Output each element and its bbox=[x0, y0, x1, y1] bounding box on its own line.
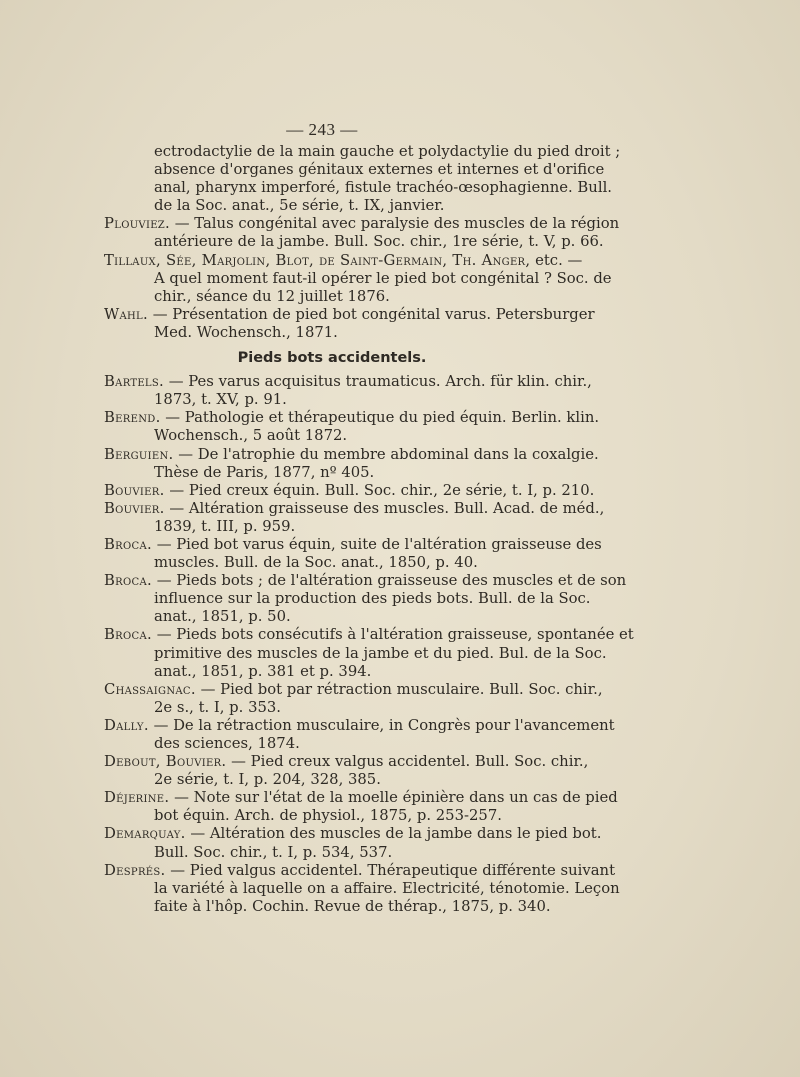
entry-text: Wochensch., 5 août 1872. bbox=[154, 427, 348, 445]
entry-first-line bbox=[104, 572, 627, 590]
entry-first-line bbox=[104, 680, 603, 699]
entries-accidental bbox=[104, 373, 634, 916]
entry-text: influence sur la production des pieds bots. Bull. de la Soc. bbox=[154, 590, 591, 608]
bibliography-entry bbox=[104, 626, 634, 680]
entries-congenital bbox=[104, 215, 620, 342]
author-name: Chassaignac. bbox=[104, 680, 196, 698]
entry-text: — Note sur l'état de la moelle épinière dans un cas de pied bbox=[174, 789, 618, 807]
section-heading: Pieds bots accidentels. bbox=[237, 350, 427, 367]
entry-text: — Pieds bots ; de l'altération graisseuse des muscles et de son bbox=[156, 572, 627, 590]
entry-line bbox=[104, 844, 540, 862]
entry-text: primitive des muscles de la jambe et du pied. Bul. de la Soc. bbox=[154, 644, 607, 662]
bibliography-entry bbox=[104, 445, 599, 482]
entry-line bbox=[104, 644, 607, 663]
entry-text: 1839, t. III, p. 959. bbox=[154, 517, 296, 535]
entry-first-line bbox=[104, 716, 615, 735]
entry-line bbox=[104, 771, 540, 789]
bibliography-entry bbox=[104, 861, 620, 916]
author-name: Bouvier. bbox=[104, 499, 165, 517]
entry-text: — Talus congénital avec paralysie des muscles de la région bbox=[174, 215, 620, 233]
author-name: Debout, Bouvier. bbox=[104, 753, 227, 771]
entry-line bbox=[104, 464, 540, 482]
entry-line bbox=[104, 288, 540, 306]
entry-first-line bbox=[104, 861, 616, 880]
author-name: Després. bbox=[104, 861, 166, 879]
bibliography-entry bbox=[104, 535, 602, 572]
entry-text: chir., séance du 12 juillet 1876. bbox=[154, 287, 390, 305]
entry-line bbox=[104, 427, 540, 445]
author-name: Wahl. bbox=[104, 305, 148, 323]
entry-text: — Pathologie et thérapeutique du pied équin. Berlin. klin. bbox=[165, 409, 600, 427]
entry-first-line bbox=[104, 445, 599, 464]
entry-line: absence d'organes génitaux externes et internes et d'orifice bbox=[154, 161, 605, 179]
entry-text: — Pes varus acquisitus traumaticus. Arch. für klin. chir., bbox=[168, 373, 592, 391]
entry-text: — Pieds bots consécutifs à l'altération graisseuse, spontanée et bbox=[156, 626, 634, 644]
author-name: Demarquay. bbox=[104, 825, 186, 843]
bibliography-entry bbox=[104, 753, 589, 789]
entry-line bbox=[104, 699, 540, 717]
author-name: Broca. bbox=[104, 572, 152, 590]
entry-text: — Altération graisseuse des muscles. Bull. Acad. de méd., bbox=[169, 499, 605, 517]
author-name: Berend. bbox=[104, 409, 161, 427]
bibliography-entry bbox=[104, 409, 600, 445]
bibliography-entry bbox=[104, 305, 595, 342]
author-name: Bartels. bbox=[104, 373, 165, 391]
entry-text: — De l'atrophie du membre abdominal dans la coxalgie. bbox=[178, 445, 599, 463]
entry-text: 2e série, t. I, p. 204, 328, 385. bbox=[154, 771, 381, 789]
entry-text: — Pied creux valgus accidentel. Bull. Soc. chir., bbox=[231, 753, 589, 771]
bibliography-entry bbox=[104, 373, 592, 409]
bibliography-entry bbox=[104, 572, 627, 626]
entry-line bbox=[104, 233, 604, 251]
entry-line bbox=[104, 590, 591, 608]
entry-line: ectrodactylie de la main gauche et polydactylie du pied droit ; bbox=[154, 143, 621, 160]
entry-line bbox=[104, 807, 540, 825]
entry-text: A quel moment faut-il opérer le pied bot congénital ? Soc. de bbox=[154, 269, 612, 287]
bibliography-entry bbox=[104, 499, 605, 536]
entry-text: — Présentation de pied bot congénital varus. Petersburger bbox=[152, 305, 595, 323]
entry-line bbox=[104, 391, 540, 409]
entry-first-line bbox=[104, 305, 595, 324]
entry-text: — Pied bot par rétraction musculaire. Bull. Soc. chir., bbox=[200, 680, 603, 698]
entry-first-line bbox=[104, 251, 583, 270]
entry-first-line bbox=[104, 215, 620, 233]
entry-line: de la Soc. anat., 5e série, t. IX, janvier. bbox=[154, 197, 445, 215]
entry-text: Med. Wochensch., 1871. bbox=[154, 323, 338, 341]
entry-first-line bbox=[104, 789, 618, 807]
entry-first-line bbox=[104, 825, 602, 843]
author-name: Berguien. bbox=[104, 445, 174, 463]
author-name: Dally. bbox=[104, 716, 149, 734]
entry-line bbox=[104, 324, 540, 342]
entry-text: Bull. Soc. chir., t. I, p. 534, 537. bbox=[154, 843, 393, 861]
entry-line bbox=[104, 608, 540, 626]
bibliography-entry bbox=[104, 215, 620, 251]
author-name: Broca. bbox=[104, 626, 152, 644]
entry-first-line bbox=[104, 753, 589, 771]
bibliography bbox=[104, 143, 634, 916]
entry-text: — Altération des muscles de la jambe dans le pied bot. bbox=[190, 825, 602, 843]
entry-first-line bbox=[104, 626, 634, 644]
author-name: Plouviez. bbox=[104, 215, 171, 233]
author-name: Bouvier. bbox=[104, 481, 165, 499]
entry-text: antérieure de la jambe. Bull. Soc. chir., 1re série, t. V, p. 66. bbox=[154, 233, 604, 251]
bibliography-entry bbox=[104, 789, 618, 825]
entry-text: 2e s., t. I, p. 353. bbox=[154, 698, 282, 716]
entry-text: muscles. Bull. de la Soc. anat., 1850, p. 40. bbox=[154, 554, 478, 572]
entry-line bbox=[104, 879, 620, 898]
entry-text: — De la rétraction musculaire, in Congrès pour l'avancement bbox=[153, 716, 615, 734]
author-name: Broca. bbox=[104, 535, 152, 553]
bibliography-entry bbox=[104, 680, 603, 717]
bibliography-entry bbox=[104, 716, 615, 753]
bibliography-entry bbox=[104, 825, 602, 861]
entry-line bbox=[104, 518, 540, 536]
entry-line bbox=[104, 897, 551, 916]
entry-text: faite à l'hôp. Cochin. Revue de thérap., 1875, p. 340. bbox=[154, 897, 551, 915]
entry-text: etc. — bbox=[535, 251, 583, 269]
entry-first-line bbox=[104, 499, 605, 518]
entry-first-line bbox=[104, 373, 592, 391]
page-number: — 243 — bbox=[286, 120, 358, 139]
entry-line bbox=[104, 554, 540, 572]
continued-entry bbox=[104, 143, 621, 215]
entry-text: 1873, t. XV, p. 91. bbox=[154, 391, 287, 409]
entry-text: Thèse de Paris, 1877, nº 405. bbox=[154, 463, 375, 481]
entry-text: la variété à laquelle on a affaire. Electricité, ténotomie. Leçon bbox=[154, 879, 620, 897]
bibliography-entry bbox=[104, 481, 595, 500]
entry-text: bot équin. Arch. de physiol., 1875, p. 253-257. bbox=[154, 807, 502, 825]
author-name: Déjerine. bbox=[104, 789, 170, 807]
bibliography-entry bbox=[104, 251, 612, 306]
entry-line bbox=[104, 269, 612, 288]
entry-text: des sciences, 1874. bbox=[154, 735, 300, 752]
entry-first-line bbox=[104, 481, 595, 500]
entry-line: anal, pharynx imperforé, fistule trachéo-œsophagienne. Bull. bbox=[154, 179, 613, 197]
entry-line bbox=[104, 735, 540, 753]
entry-first-line bbox=[104, 409, 600, 427]
entry-text: — Pied bot varus équin, suite de l'altération graisseuse des bbox=[156, 535, 602, 553]
author-name: Tillaux, Sée, Marjolin, Blot, de Saint-Germain, Th. Anger, bbox=[104, 251, 531, 269]
entry-text: — Pied valgus accidentel. Thérapeutique différente suivant bbox=[170, 861, 616, 879]
entry-text: anat., 1851, p. 381 et p. 394. bbox=[154, 662, 372, 680]
entry-text: anat., 1851, p. 50. bbox=[154, 608, 291, 626]
entry-text: — Pied creux équin. Bull. Soc. chir., 2e série, t. I, p. 210. bbox=[169, 481, 595, 499]
entry-first-line bbox=[104, 535, 602, 554]
entry-line bbox=[104, 663, 540, 681]
